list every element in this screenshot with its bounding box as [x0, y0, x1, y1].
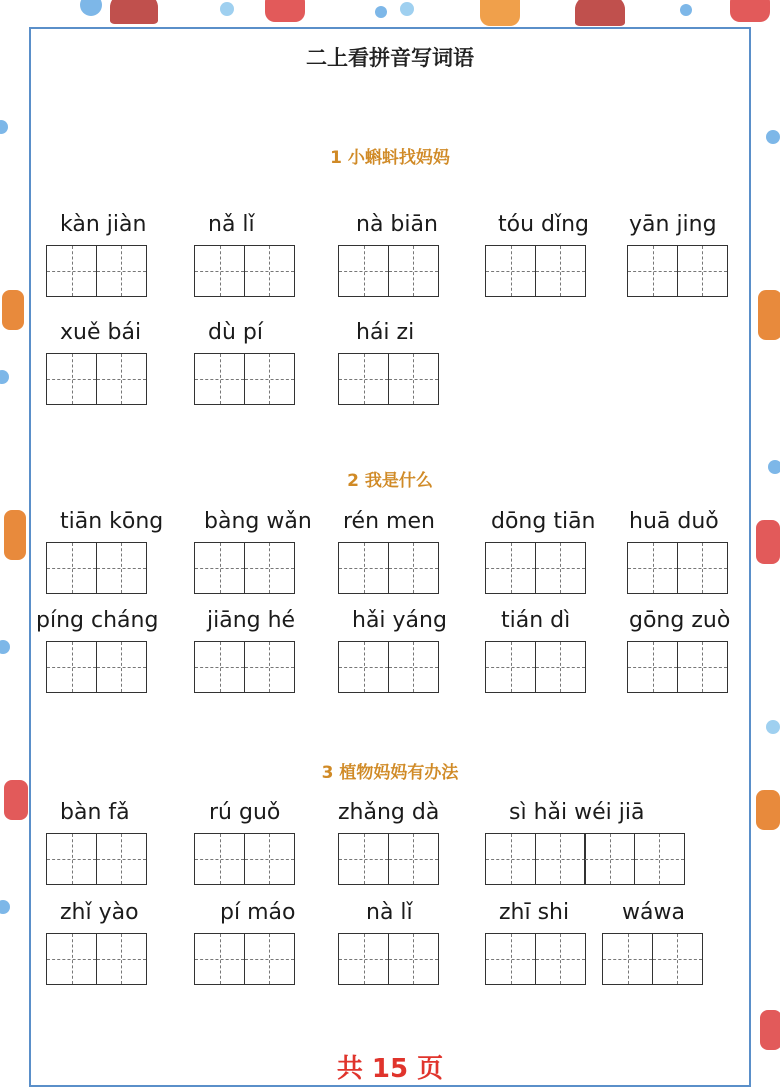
tianzige-cell[interactable]: [388, 833, 439, 885]
writing-grid[interactable]: [338, 833, 439, 885]
tianzige-cell[interactable]: [677, 245, 728, 297]
pinyin-label: bàn fǎ: [60, 800, 130, 825]
writing-grid[interactable]: [194, 933, 295, 985]
pinyin-label: píng cháng: [36, 608, 159, 633]
tianzige-cell[interactable]: [652, 933, 703, 985]
pinyin-label: hái zi: [356, 320, 415, 345]
pinyin-label: nà biān: [356, 212, 438, 237]
tianzige-cell[interactable]: [194, 353, 245, 405]
writing-grid[interactable]: [46, 933, 147, 985]
decor-dot: [0, 900, 10, 914]
writing-grid[interactable]: [485, 833, 685, 885]
tianzige-cell[interactable]: [485, 641, 536, 693]
tianzige-cell[interactable]: [627, 641, 678, 693]
decor-dot: [766, 720, 780, 734]
pinyin-label: zhǎng dà: [338, 800, 440, 825]
decor-dot: [758, 290, 780, 340]
tianzige-cell[interactable]: [677, 641, 728, 693]
tianzige-cell[interactable]: [388, 245, 439, 297]
decor-dot: [4, 510, 26, 560]
tianzige-cell[interactable]: [194, 245, 245, 297]
tianzige-cell[interactable]: [96, 833, 147, 885]
writing-grid[interactable]: [485, 641, 586, 693]
tianzige-cell[interactable]: [46, 641, 97, 693]
writing-grid[interactable]: [627, 542, 728, 594]
decor-dot: [400, 2, 414, 16]
tianzige-cell[interactable]: [485, 833, 536, 885]
pinyin-label: nǎ lǐ: [208, 212, 255, 237]
decor-dot: [766, 130, 780, 144]
pinyin-label: zhǐ yào: [60, 900, 139, 925]
pinyin-label: zhī shi: [499, 900, 570, 925]
writing-grid[interactable]: [194, 833, 295, 885]
tianzige-cell[interactable]: [584, 833, 635, 885]
decor-dot: [4, 780, 28, 820]
tianzige-cell[interactable]: [244, 542, 295, 594]
pinyin-label: dù pí: [208, 320, 263, 345]
tianzige-cell[interactable]: [485, 933, 536, 985]
tianzige-cell[interactable]: [535, 245, 586, 297]
writing-grid[interactable]: [194, 542, 295, 594]
writing-grid[interactable]: [338, 245, 439, 297]
writing-grid[interactable]: [46, 542, 147, 594]
pinyin-label: rú guǒ: [209, 800, 281, 825]
pinyin-label: jiāng hé: [207, 608, 296, 633]
tianzige-cell[interactable]: [338, 353, 389, 405]
pinyin-label: tiān kōng: [60, 509, 164, 534]
decor-dot: [680, 4, 692, 16]
decor-dot: [2, 290, 24, 330]
tianzige-cell[interactable]: [535, 542, 586, 594]
writing-grid[interactable]: [485, 245, 586, 297]
decor-dot: [0, 640, 10, 654]
tianzige-cell[interactable]: [677, 542, 728, 594]
tianzige-cell[interactable]: [244, 933, 295, 985]
pinyin-label: huā duǒ: [629, 509, 719, 534]
tianzige-cell[interactable]: [338, 542, 389, 594]
writing-grid[interactable]: [338, 641, 439, 693]
tianzige-cell[interactable]: [244, 353, 295, 405]
tianzige-cell[interactable]: [535, 833, 586, 885]
decor-dot: [756, 790, 780, 830]
decor-dot: [220, 2, 234, 16]
writing-grid[interactable]: [46, 641, 147, 693]
writing-grid[interactable]: [627, 641, 728, 693]
tianzige-cell[interactable]: [194, 933, 245, 985]
tianzige-cell[interactable]: [46, 833, 97, 885]
tianzige-cell[interactable]: [244, 833, 295, 885]
section-heading-3: 3 植物妈妈有办法: [321, 763, 459, 783]
writing-grid[interactable]: [627, 245, 728, 297]
decor-dot: [756, 520, 780, 564]
tianzige-cell[interactable]: [46, 353, 97, 405]
tianzige-cell[interactable]: [338, 933, 389, 985]
tianzige-cell[interactable]: [96, 641, 147, 693]
tianzige-cell[interactable]: [535, 641, 586, 693]
writing-grid[interactable]: [338, 542, 439, 594]
section-heading-2: 2 我是什么: [347, 471, 433, 491]
tianzige-cell[interactable]: [338, 245, 389, 297]
decor-mushroom: [110, 0, 158, 24]
writing-grid[interactable]: [46, 833, 147, 885]
pinyin-label: wáwa: [622, 900, 685, 925]
pinyin-label: gōng zuò: [629, 608, 731, 633]
decor-dot: [760, 1010, 780, 1050]
writing-grid[interactable]: [602, 933, 703, 985]
tianzige-cell[interactable]: [96, 245, 147, 297]
tianzige-cell[interactable]: [602, 933, 653, 985]
tianzige-cell[interactable]: [338, 833, 389, 885]
pinyin-label: rén men: [343, 509, 435, 534]
tianzige-cell[interactable]: [46, 933, 97, 985]
pinyin-label: pí máo: [220, 900, 296, 925]
writing-grid[interactable]: [485, 542, 586, 594]
decor-mushroom: [575, 0, 625, 26]
tianzige-cell[interactable]: [244, 641, 295, 693]
tianzige-cell[interactable]: [244, 245, 295, 297]
tianzige-cell[interactable]: [338, 641, 389, 693]
tianzige-cell[interactable]: [627, 245, 678, 297]
page-title: 二上看拼音写词语: [306, 46, 474, 70]
decor-dot: [375, 6, 387, 18]
writing-grid[interactable]: [194, 353, 295, 405]
tianzige-cell[interactable]: [388, 542, 439, 594]
tianzige-cell[interactable]: [96, 353, 147, 405]
pinyin-label: nà lǐ: [366, 900, 413, 925]
pinyin-label: xuě bái: [60, 320, 142, 345]
writing-grid[interactable]: [338, 353, 439, 405]
pinyin-label: tián dì: [501, 608, 571, 633]
tianzige-cell[interactable]: [388, 353, 439, 405]
tianzige-cell[interactable]: [634, 833, 685, 885]
tianzige-cell[interactable]: [388, 933, 439, 985]
tianzige-cell[interactable]: [485, 542, 536, 594]
decor-dot: [265, 0, 305, 22]
tianzige-cell[interactable]: [96, 933, 147, 985]
tianzige-cell[interactable]: [485, 245, 536, 297]
tianzige-cell[interactable]: [96, 542, 147, 594]
writing-grid[interactable]: [46, 353, 147, 405]
tianzige-cell[interactable]: [194, 833, 245, 885]
tianzige-cell[interactable]: [388, 641, 439, 693]
tianzige-cell[interactable]: [46, 542, 97, 594]
decor-dot: [0, 370, 9, 384]
tianzige-cell[interactable]: [627, 542, 678, 594]
writing-grid[interactable]: [485, 933, 586, 985]
decor-dot: [80, 0, 102, 16]
tianzige-cell[interactable]: [194, 641, 245, 693]
writing-grid[interactable]: [46, 245, 147, 297]
writing-grid[interactable]: [194, 641, 295, 693]
pinyin-label: tóu dǐng: [498, 212, 590, 237]
pinyin-label: dōng tiān: [491, 509, 596, 534]
decor-dot: [730, 0, 770, 22]
decor-dot: [480, 0, 520, 26]
writing-grid[interactable]: [194, 245, 295, 297]
pinyin-label: hǎi yáng: [352, 608, 447, 633]
tianzige-cell[interactable]: [46, 245, 97, 297]
tianzige-cell[interactable]: [535, 933, 586, 985]
pinyin-label: kàn jiàn: [60, 212, 147, 237]
tianzige-cell[interactable]: [194, 542, 245, 594]
pinyin-label: sì hǎi wéi jiā: [509, 800, 645, 825]
decor-dot: [0, 120, 8, 134]
section-heading-1: 1 小蝌蚪找妈妈: [330, 148, 450, 168]
pinyin-label: bàng wǎn: [204, 509, 312, 534]
page-count: 共 15 页: [336, 1054, 444, 1084]
writing-grid[interactable]: [338, 933, 439, 985]
pinyin-label: yān jing: [629, 212, 717, 237]
